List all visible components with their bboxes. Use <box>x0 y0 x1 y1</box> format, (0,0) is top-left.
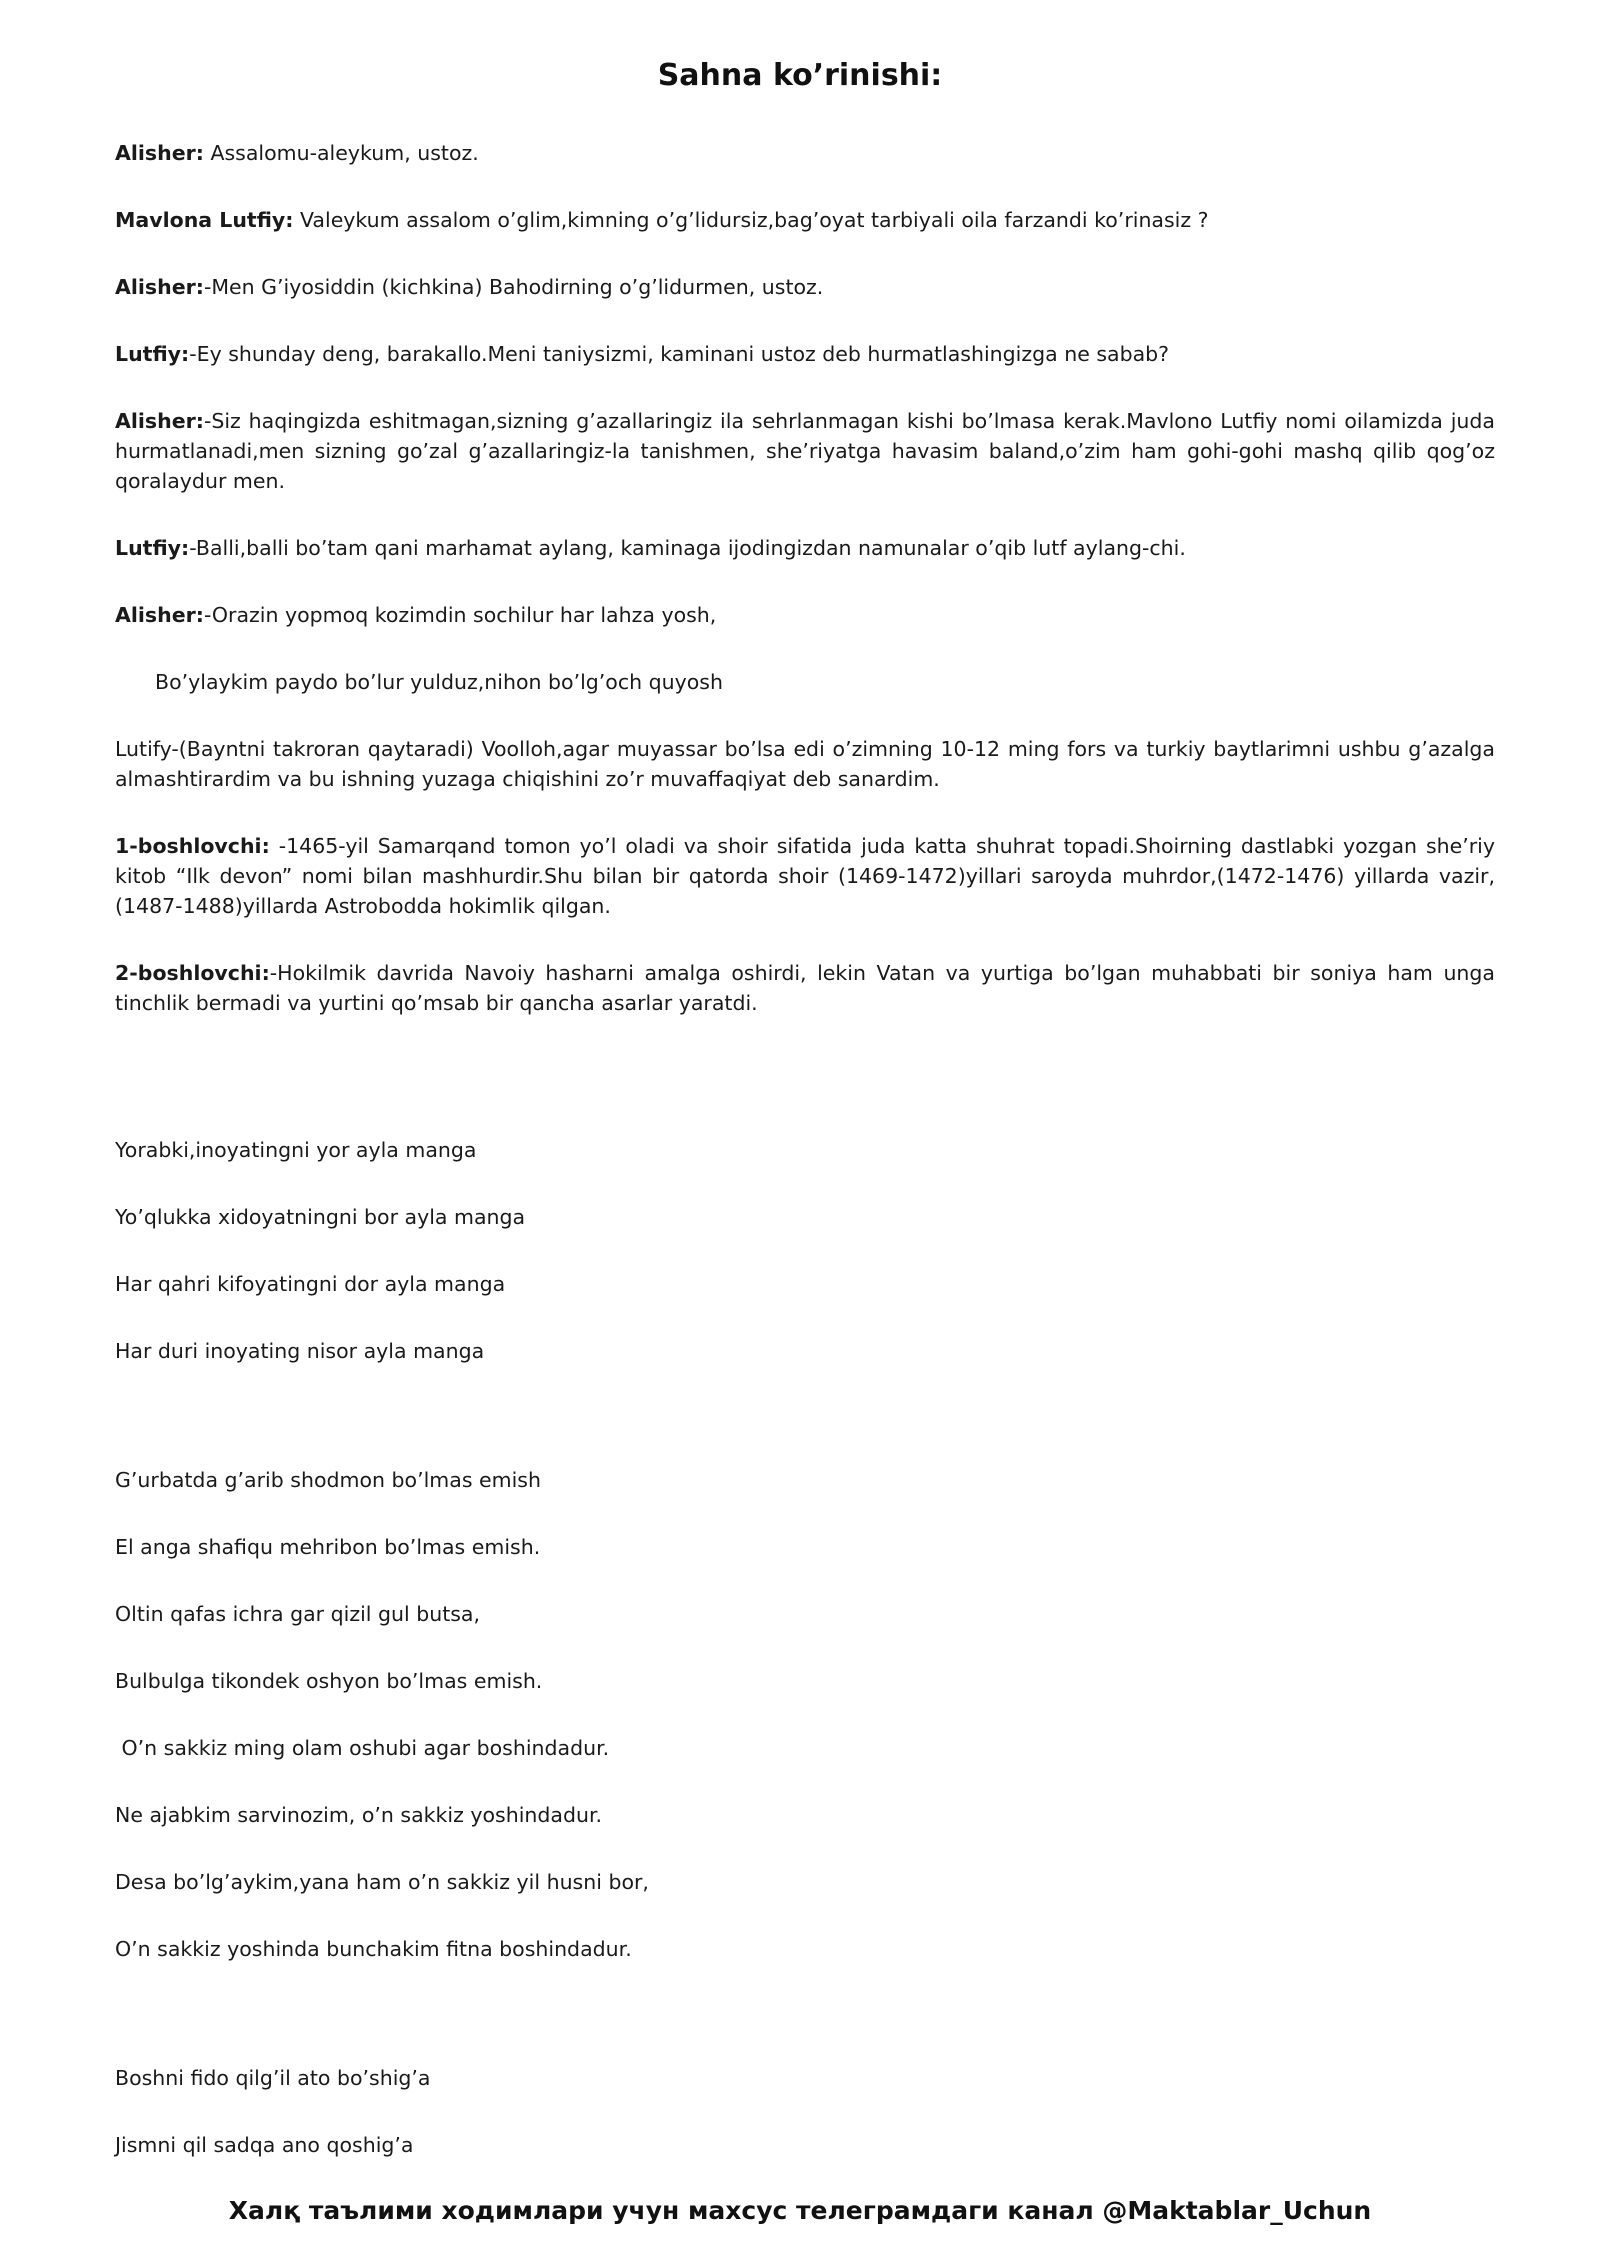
verse-line-indented: Bo’ylaykim paydo bo’lur yulduz,nihon bo’lg’och quyosh <box>155 670 723 694</box>
poem-line: Boshni fido qilg’il ato bo’shig’a <box>115 2066 431 2090</box>
page-title: Sahna ko’rinishi: <box>657 58 943 93</box>
dialogue-text: -Balli,balli bo’tam qani marhamat aylang, kaminaga ijodingizdan namunalar o’qib lutf aylang-chi. <box>189 536 1186 560</box>
poem-line: Desa bo’lg’aykim,yana ham o’n sakkiz yil husni bor, <box>115 1870 649 1894</box>
poem-ghazal <box>115 1465 1495 1964</box>
speaker-name: Lutfiy: <box>115 342 190 366</box>
poem-line: Bulbulga tikondek oshyon bo’lmas emish. <box>115 1669 543 1693</box>
section-gap <box>115 2001 1495 2063</box>
poem-rubai <box>115 1135 1495 1366</box>
poem-couplet <box>115 2063 1495 2160</box>
narrator-name: 1-boshlovchi: <box>115 834 270 858</box>
poem-line: Har duri inoyating nisor ayla manga <box>115 1339 485 1363</box>
dialogue-line <box>115 600 1495 630</box>
dialogue-text: -Siz haqingizda eshitmagan,sizning g’azallaringiz ila sehrlanmagan kishi bo’lmasa kerak.Mavlono Lutfiy nomi oilamizda juda hurmatlanadi,men sizning go’zal g’azallaringiz-la tanishmen, she’riyatga havasim baland,o’zim ham gohi-gohi mashq qilib qog’oz qoralaydur men. <box>115 409 1495 493</box>
speaker-name: Alisher: <box>115 603 204 627</box>
poem-line: Ne ajabkim sarvinozim, o’n sakkiz yoshindadur. <box>115 1803 603 1827</box>
dialogue-line <box>115 339 1495 369</box>
speaker-name: Alisher: <box>115 275 204 299</box>
dialogue-text: -Orazin yopmoq kozimdin sochilur har lahza yosh, <box>203 603 717 627</box>
poem-line: Jismni qil sadqa ano qoshig’a <box>115 2133 414 2157</box>
dialogue-line <box>115 533 1495 563</box>
narrator-text: -Hokilmik davrida Navoiy hasharni amalga oshirdi, lekin Vatan va yurtiga bo’lgan muhabbati bir soniya ham unga tinchlik bermadi va yurtini qo’msab bir qancha asarlar yaratdi. <box>115 961 1495 1015</box>
poem-line: Har qahri kifoyatingni dor ayla manga <box>115 1272 506 1296</box>
dialogue-text: Valeykum assalom o’glim,kimning o’g’lidursiz,bag’oyat tarbiyali oila farzandi ko’rinasiz ? <box>293 208 1209 232</box>
dialogue-text: -Men G’iyosiddin (kichkina) Bahodirning o’g’lidurmen, ustoz. <box>203 275 824 299</box>
dialogue-line <box>115 205 1495 235</box>
dialogue-text: Assalomu-aleykum, ustoz. <box>203 141 479 165</box>
narrator-line <box>115 831 1495 921</box>
section-gap <box>115 1403 1495 1465</box>
poem-line: O’n sakkiz ming olam oshubi agar boshindadur. <box>115 1736 610 1760</box>
dialogue-text: -Ey shunday deng, barakallo.Meni taniysizmi, kaminani ustoz deb hurmatlashingizga ne sabab? <box>189 342 1170 366</box>
footer-channel-line: Халқ таълими ходимлари учун махсус телеграмдаги канал @Maktablar_Uchun <box>228 2196 1372 2225</box>
speaker-name: Lutfiy: <box>115 536 190 560</box>
poem-line: Yorabki,inoyatingni yor ayla manga <box>115 1138 477 1162</box>
lutify-paragraph: Lutify-(Bayntni takroran qaytaradi) Voolloh,agar muyassar bo’lsa edi o’zimning 10-12 ming fors va turkiy baytlarimni ushbu g’azalga almashtirardim va bu ishning yuzaga chiqishini zo’r muvaffaqiyat deb sanardim. <box>115 737 1495 791</box>
speaker-name: Alisher: <box>115 141 204 165</box>
narrator-line <box>115 958 1495 1018</box>
poem-line: O’n sakkiz yoshinda bunchakim fitna boshindadur. <box>115 1937 632 1961</box>
dialogue-line <box>115 138 1495 168</box>
poem-line: El anga shafiqu mehribon bo’lmas emish. <box>115 1535 541 1559</box>
poem-line: Yo’qlukka xidoyatningni bor ayla manga <box>115 1205 526 1229</box>
poem-line: G’urbatda g’arib shodmon bo’lmas emish <box>115 1468 541 1492</box>
poem-line: Oltin qafas ichra gar qizil gul butsa, <box>115 1602 481 1626</box>
dialogue-line <box>115 272 1495 302</box>
document-body <box>115 138 1495 2197</box>
section-gap <box>115 1055 1495 1135</box>
narrator-text: -1465-yil Samarqand tomon yo’l oladi va shoir sifatida juda katta shuhrat topadi.Shoirning dastlabki yozgan she’riy kitob “Ilk devon” nomi bilan mashhurdir.Shu bilan bir qatorda shoir (1469-1472)yillari saroyda muhrdor,(1472-1476) yillarda vazir,(1487-1488)yillarda Astrobodda hokimlik qilgan. <box>115 834 1495 918</box>
speaker-name: Alisher: <box>115 409 204 433</box>
speaker-name: Mavlona Lutfiy: <box>115 208 294 232</box>
narrator-name: 2-boshlovchi: <box>115 961 270 985</box>
dialogue-line <box>115 406 1495 496</box>
